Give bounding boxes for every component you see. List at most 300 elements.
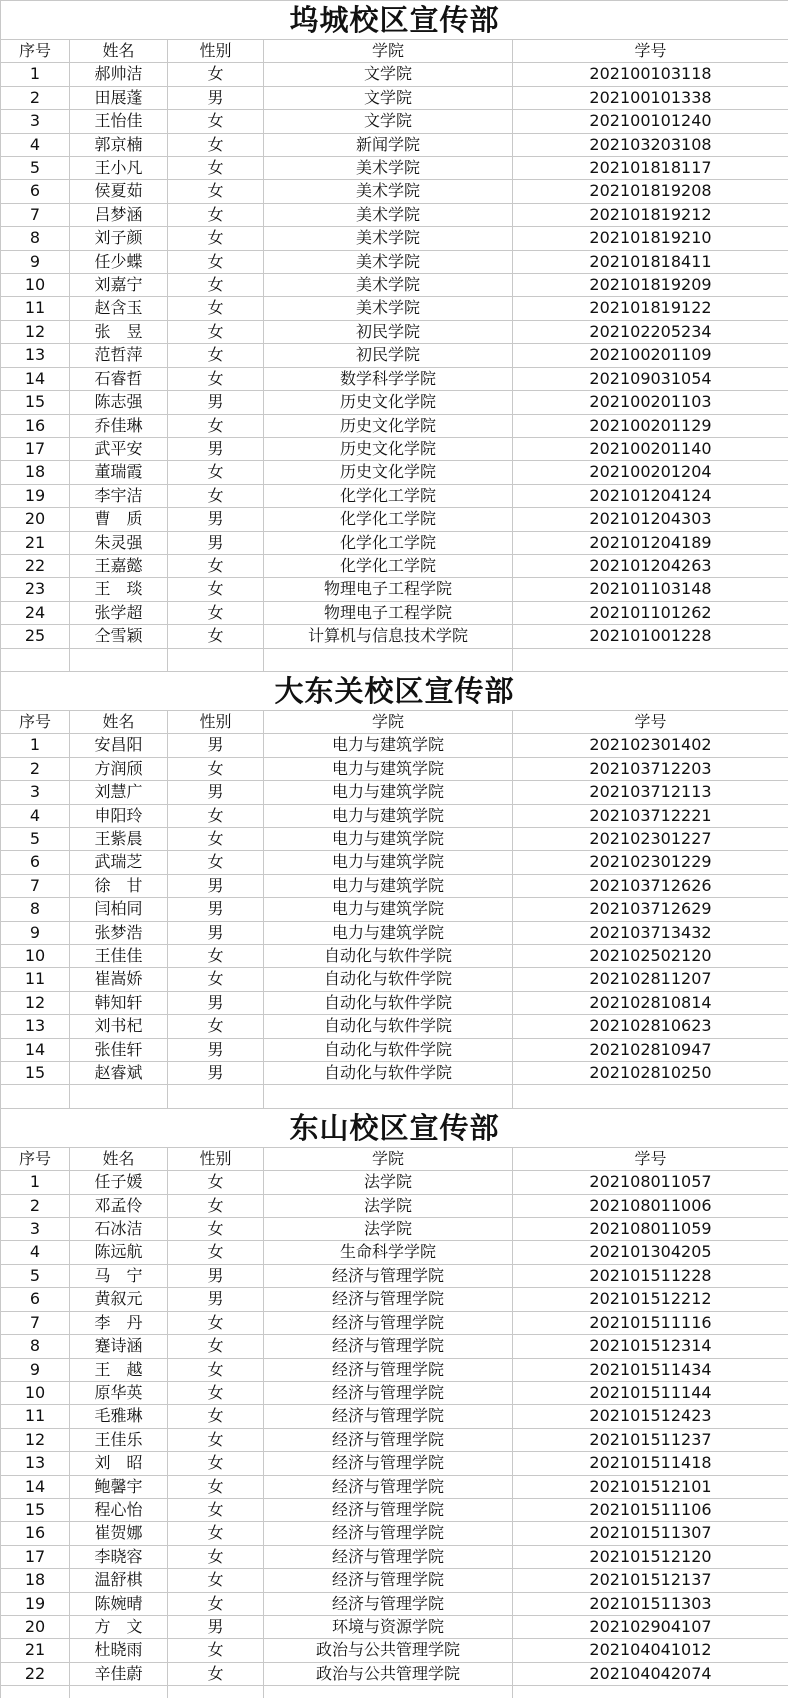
cell-name[interactable]: 曹 质 xyxy=(70,508,168,531)
cell-student-id[interactable]: 202103712626 xyxy=(513,874,788,897)
cell-seq[interactable]: 18 xyxy=(1,1569,70,1592)
cell-college[interactable]: 电力与建筑学院 xyxy=(264,781,513,804)
empty-cell[interactable] xyxy=(264,648,513,671)
cell-seq[interactable]: 14 xyxy=(1,367,70,390)
cell-college[interactable]: 历史文化学院 xyxy=(264,414,513,437)
cell-seq[interactable]: 21 xyxy=(1,531,70,554)
cell-college[interactable]: 美术学院 xyxy=(264,203,513,226)
cell-name[interactable]: 陈远航 xyxy=(70,1241,168,1264)
cell-seq[interactable]: 15 xyxy=(1,1062,70,1085)
cell-college[interactable]: 化学化工学院 xyxy=(264,484,513,507)
cell-name[interactable]: 王嘉懿 xyxy=(70,554,168,577)
cell-name[interactable]: 陈志强 xyxy=(70,391,168,414)
cell-gender[interactable]: 女 xyxy=(168,1358,264,1381)
cell-gender[interactable]: 男 xyxy=(168,437,264,460)
cell-student-id[interactable]: 202109031054 xyxy=(513,367,788,390)
cell-name[interactable]: 朱灵强 xyxy=(70,531,168,554)
cell-gender[interactable]: 女 xyxy=(168,484,264,507)
cell-name[interactable]: 石睿哲 xyxy=(70,367,168,390)
cell-seq[interactable]: 22 xyxy=(1,1662,70,1685)
cell-name[interactable]: 方 文 xyxy=(70,1615,168,1638)
empty-cell[interactable] xyxy=(70,648,168,671)
cell-college[interactable]: 生命科学学院 xyxy=(264,1241,513,1264)
cell-gender[interactable]: 女 xyxy=(168,1522,264,1545)
cell-college[interactable]: 经济与管理学院 xyxy=(264,1381,513,1404)
cell-college[interactable]: 电力与建筑学院 xyxy=(264,898,513,921)
cell-student-id[interactable]: 202101512137 xyxy=(513,1569,788,1592)
cell-name[interactable]: 毛雅琳 xyxy=(70,1405,168,1428)
cell-name[interactable]: 刘书杞 xyxy=(70,1015,168,1038)
cell-seq[interactable]: 14 xyxy=(1,1038,70,1061)
cell-college[interactable]: 自动化与软件学院 xyxy=(264,945,513,968)
cell-student-id[interactable]: 202102904107 xyxy=(513,1615,788,1638)
cell-seq[interactable]: 17 xyxy=(1,1545,70,1568)
cell-student-id[interactable]: 202101101262 xyxy=(513,601,788,624)
cell-gender[interactable]: 女 xyxy=(168,203,264,226)
cell-college[interactable]: 经济与管理学院 xyxy=(264,1288,513,1311)
cell-gender[interactable]: 男 xyxy=(168,781,264,804)
cell-college[interactable]: 历史文化学院 xyxy=(264,437,513,460)
cell-seq[interactable]: 21 xyxy=(1,1639,70,1662)
cell-college[interactable]: 物理电子工程学院 xyxy=(264,578,513,601)
cell-gender[interactable]: 女 xyxy=(168,1241,264,1264)
cell-student-id[interactable]: 202104042074 xyxy=(513,1662,788,1685)
cell-gender[interactable]: 女 xyxy=(168,625,264,648)
cell-student-id[interactable]: 202101001228 xyxy=(513,625,788,648)
cell-student-id[interactable]: 202101819210 xyxy=(513,227,788,250)
cell-college[interactable]: 初民学院 xyxy=(264,344,513,367)
cell-name[interactable]: 徐 甘 xyxy=(70,874,168,897)
cell-college[interactable]: 经济与管理学院 xyxy=(264,1335,513,1358)
cell-student-id[interactable]: 202101204263 xyxy=(513,554,788,577)
cell-college[interactable]: 自动化与软件学院 xyxy=(264,1062,513,1085)
cell-gender[interactable]: 女 xyxy=(168,180,264,203)
cell-college[interactable]: 新闻学院 xyxy=(264,133,513,156)
cell-name[interactable]: 王小凡 xyxy=(70,157,168,180)
cell-seq[interactable]: 24 xyxy=(1,601,70,624)
cell-gender[interactable]: 女 xyxy=(168,1545,264,1568)
cell-student-id[interactable]: 202101511106 xyxy=(513,1498,788,1521)
cell-gender[interactable]: 女 xyxy=(168,1171,264,1194)
cell-name[interactable]: 刘子颜 xyxy=(70,227,168,250)
cell-student-id[interactable]: 202101204124 xyxy=(513,484,788,507)
cell-seq[interactable]: 20 xyxy=(1,508,70,531)
cell-college[interactable]: 自动化与软件学院 xyxy=(264,991,513,1014)
cell-college[interactable]: 电力与建筑学院 xyxy=(264,804,513,827)
cell-seq[interactable]: 18 xyxy=(1,461,70,484)
cell-seq[interactable]: 10 xyxy=(1,274,70,297)
cell-college[interactable]: 美术学院 xyxy=(264,297,513,320)
cell-college[interactable]: 电力与建筑学院 xyxy=(264,851,513,874)
cell-seq[interactable]: 19 xyxy=(1,484,70,507)
cell-seq[interactable]: 7 xyxy=(1,874,70,897)
cell-student-id[interactable]: 202100101240 xyxy=(513,110,788,133)
cell-gender[interactable]: 女 xyxy=(168,1569,264,1592)
empty-cell[interactable] xyxy=(513,648,788,671)
cell-student-id[interactable]: 202100103118 xyxy=(513,63,788,86)
cell-name[interactable]: 辛佳蔚 xyxy=(70,1662,168,1685)
cell-gender[interactable]: 男 xyxy=(168,391,264,414)
cell-seq[interactable]: 8 xyxy=(1,227,70,250)
cell-gender[interactable]: 男 xyxy=(168,1038,264,1061)
cell-name[interactable]: 刘 昭 xyxy=(70,1452,168,1475)
cell-student-id[interactable]: 202101511116 xyxy=(513,1311,788,1334)
cell-gender[interactable]: 女 xyxy=(168,274,264,297)
cell-college[interactable]: 法学院 xyxy=(264,1171,513,1194)
cell-student-id[interactable]: 202101511418 xyxy=(513,1452,788,1475)
cell-gender[interactable]: 女 xyxy=(168,110,264,133)
empty-cell[interactable] xyxy=(264,1686,513,1698)
cell-gender[interactable]: 女 xyxy=(168,1498,264,1521)
column-header-student-id[interactable]: 学号 xyxy=(513,40,788,63)
cell-college[interactable]: 电力与建筑学院 xyxy=(264,757,513,780)
cell-student-id[interactable]: 202101819208 xyxy=(513,180,788,203)
cell-seq[interactable]: 11 xyxy=(1,297,70,320)
cell-student-id[interactable]: 202101511434 xyxy=(513,1358,788,1381)
cell-name[interactable]: 赵睿斌 xyxy=(70,1062,168,1085)
cell-gender[interactable]: 女 xyxy=(168,1452,264,1475)
cell-seq[interactable]: 5 xyxy=(1,827,70,850)
cell-student-id[interactable]: 202100201103 xyxy=(513,391,788,414)
cell-seq[interactable]: 13 xyxy=(1,344,70,367)
cell-name[interactable]: 范哲萍 xyxy=(70,344,168,367)
cell-name[interactable]: 原华英 xyxy=(70,1381,168,1404)
cell-student-id[interactable]: 202101512212 xyxy=(513,1288,788,1311)
cell-student-id[interactable]: 202103203108 xyxy=(513,133,788,156)
cell-student-id[interactable]: 202104041012 xyxy=(513,1639,788,1662)
cell-name[interactable]: 郝帅洁 xyxy=(70,63,168,86)
cell-seq[interactable]: 19 xyxy=(1,1592,70,1615)
cell-gender[interactable]: 女 xyxy=(168,1194,264,1217)
cell-student-id[interactable]: 202101204189 xyxy=(513,531,788,554)
cell-student-id[interactable]: 202102301227 xyxy=(513,827,788,850)
cell-name[interactable]: 崔嵩娇 xyxy=(70,968,168,991)
cell-gender[interactable]: 女 xyxy=(168,1475,264,1498)
cell-college[interactable]: 法学院 xyxy=(264,1194,513,1217)
cell-college[interactable]: 美术学院 xyxy=(264,180,513,203)
cell-college[interactable]: 经济与管理学院 xyxy=(264,1569,513,1592)
cell-name[interactable]: 田展蓬 xyxy=(70,86,168,109)
cell-college[interactable]: 环境与资源学院 xyxy=(264,1615,513,1638)
cell-seq[interactable]: 22 xyxy=(1,554,70,577)
cell-name[interactable]: 武平安 xyxy=(70,437,168,460)
cell-student-id[interactable]: 202102810250 xyxy=(513,1062,788,1085)
column-header-seq[interactable]: 序号 xyxy=(1,710,70,733)
cell-student-id[interactable]: 202101819122 xyxy=(513,297,788,320)
cell-gender[interactable]: 男 xyxy=(168,991,264,1014)
cell-name[interactable]: 闫柏同 xyxy=(70,898,168,921)
cell-student-id[interactable]: 202100201129 xyxy=(513,414,788,437)
cell-name[interactable]: 乔佳琳 xyxy=(70,414,168,437)
cell-gender[interactable]: 女 xyxy=(168,1218,264,1241)
cell-seq[interactable]: 6 xyxy=(1,1288,70,1311)
cell-gender[interactable]: 女 xyxy=(168,1639,264,1662)
cell-name[interactable]: 刘嘉宁 xyxy=(70,274,168,297)
cell-gender[interactable]: 女 xyxy=(168,578,264,601)
cell-student-id[interactable]: 202101818117 xyxy=(513,157,788,180)
cell-gender[interactable]: 女 xyxy=(168,601,264,624)
cell-gender[interactable]: 女 xyxy=(168,968,264,991)
cell-college[interactable]: 自动化与软件学院 xyxy=(264,1038,513,1061)
cell-student-id[interactable]: 202101512101 xyxy=(513,1475,788,1498)
cell-name[interactable]: 任少蝶 xyxy=(70,250,168,273)
cell-gender[interactable]: 女 xyxy=(168,554,264,577)
cell-student-id[interactable]: 202108011057 xyxy=(513,1171,788,1194)
cell-student-id[interactable]: 202101818411 xyxy=(513,250,788,273)
cell-student-id[interactable]: 202103713432 xyxy=(513,921,788,944)
cell-gender[interactable]: 女 xyxy=(168,1428,264,1451)
cell-college[interactable]: 经济与管理学院 xyxy=(264,1545,513,1568)
cell-name[interactable]: 武瑞芝 xyxy=(70,851,168,874)
empty-cell[interactable] xyxy=(70,1686,168,1698)
cell-college[interactable]: 美术学院 xyxy=(264,274,513,297)
cell-gender[interactable]: 女 xyxy=(168,1405,264,1428)
cell-seq[interactable]: 3 xyxy=(1,1218,70,1241)
cell-student-id[interactable]: 202100101338 xyxy=(513,86,788,109)
cell-name[interactable]: 鲍馨宇 xyxy=(70,1475,168,1498)
cell-student-id[interactable]: 202101204303 xyxy=(513,508,788,531)
cell-college[interactable]: 经济与管理学院 xyxy=(264,1452,513,1475)
cell-seq[interactable]: 23 xyxy=(1,578,70,601)
cell-seq[interactable]: 12 xyxy=(1,320,70,343)
cell-gender[interactable]: 女 xyxy=(168,250,264,273)
cell-name[interactable]: 安昌阳 xyxy=(70,734,168,757)
cell-student-id[interactable]: 202102810623 xyxy=(513,1015,788,1038)
cell-name[interactable]: 方润颀 xyxy=(70,757,168,780)
column-header-seq[interactable]: 序号 xyxy=(1,40,70,63)
cell-student-id[interactable]: 202103712221 xyxy=(513,804,788,827)
cell-student-id[interactable]: 202101511307 xyxy=(513,1522,788,1545)
cell-seq[interactable]: 3 xyxy=(1,110,70,133)
cell-gender[interactable]: 男 xyxy=(168,1264,264,1287)
cell-name[interactable]: 张学超 xyxy=(70,601,168,624)
cell-college[interactable]: 经济与管理学院 xyxy=(264,1498,513,1521)
cell-college[interactable]: 经济与管理学院 xyxy=(264,1475,513,1498)
cell-college[interactable]: 电力与建筑学院 xyxy=(264,734,513,757)
cell-name[interactable]: 李 丹 xyxy=(70,1311,168,1334)
cell-gender[interactable]: 女 xyxy=(168,757,264,780)
cell-name[interactable]: 王佳乐 xyxy=(70,1428,168,1451)
cell-student-id[interactable]: 202100201140 xyxy=(513,437,788,460)
cell-seq[interactable]: 10 xyxy=(1,1381,70,1404)
cell-college[interactable]: 化学化工学院 xyxy=(264,554,513,577)
cell-name[interactable]: 吕梦涵 xyxy=(70,203,168,226)
cell-student-id[interactable]: 202101304205 xyxy=(513,1241,788,1264)
cell-seq[interactable]: 9 xyxy=(1,1358,70,1381)
cell-gender[interactable]: 男 xyxy=(168,1062,264,1085)
cell-gender[interactable]: 男 xyxy=(168,898,264,921)
cell-seq[interactable]: 14 xyxy=(1,1475,70,1498)
cell-name[interactable]: 王佳佳 xyxy=(70,945,168,968)
cell-gender[interactable]: 男 xyxy=(168,531,264,554)
cell-gender[interactable]: 女 xyxy=(168,133,264,156)
column-header-college[interactable]: 学院 xyxy=(264,710,513,733)
column-header-gender[interactable]: 性别 xyxy=(168,40,264,63)
cell-seq[interactable]: 17 xyxy=(1,437,70,460)
cell-name[interactable]: 刘慧广 xyxy=(70,781,168,804)
cell-seq[interactable]: 15 xyxy=(1,1498,70,1521)
cell-student-id[interactable]: 202101511228 xyxy=(513,1264,788,1287)
cell-student-id[interactable]: 202103712629 xyxy=(513,898,788,921)
cell-gender[interactable]: 女 xyxy=(168,320,264,343)
empty-cell[interactable] xyxy=(70,1085,168,1108)
cell-college[interactable]: 政治与公共管理学院 xyxy=(264,1639,513,1662)
cell-seq[interactable]: 12 xyxy=(1,1428,70,1451)
section-title[interactable]: 东山校区宣传部 xyxy=(1,1108,788,1147)
cell-college[interactable]: 历史文化学院 xyxy=(264,461,513,484)
cell-gender[interactable]: 女 xyxy=(168,157,264,180)
cell-college[interactable]: 经济与管理学院 xyxy=(264,1405,513,1428)
cell-gender[interactable]: 女 xyxy=(168,63,264,86)
cell-student-id[interactable]: 202102301402 xyxy=(513,734,788,757)
cell-name[interactable]: 崔贺娜 xyxy=(70,1522,168,1545)
cell-name[interactable]: 仝雪颖 xyxy=(70,625,168,648)
cell-college[interactable]: 化学化工学院 xyxy=(264,531,513,554)
cell-student-id[interactable]: 202103712113 xyxy=(513,781,788,804)
cell-gender[interactable]: 女 xyxy=(168,1335,264,1358)
column-header-name[interactable]: 姓名 xyxy=(70,40,168,63)
cell-name[interactable]: 石冰洁 xyxy=(70,1218,168,1241)
cell-gender[interactable]: 男 xyxy=(168,86,264,109)
cell-name[interactable]: 韩知轩 xyxy=(70,991,168,1014)
cell-gender[interactable]: 女 xyxy=(168,827,264,850)
column-header-name[interactable]: 姓名 xyxy=(70,1147,168,1170)
cell-student-id[interactable]: 202101512314 xyxy=(513,1335,788,1358)
empty-cell[interactable] xyxy=(1,1085,70,1108)
cell-seq[interactable]: 5 xyxy=(1,1264,70,1287)
cell-college[interactable]: 法学院 xyxy=(264,1218,513,1241)
empty-cell[interactable] xyxy=(513,1686,788,1698)
cell-college[interactable]: 化学化工学院 xyxy=(264,508,513,531)
cell-student-id[interactable]: 202101512120 xyxy=(513,1545,788,1568)
cell-student-id[interactable]: 202102301229 xyxy=(513,851,788,874)
cell-gender[interactable]: 女 xyxy=(168,945,264,968)
cell-student-id[interactable]: 202101103148 xyxy=(513,578,788,601)
cell-seq[interactable]: 3 xyxy=(1,781,70,804)
cell-college[interactable]: 经济与管理学院 xyxy=(264,1311,513,1334)
cell-gender[interactable]: 女 xyxy=(168,367,264,390)
cell-gender[interactable]: 女 xyxy=(168,297,264,320)
cell-student-id[interactable]: 202100201204 xyxy=(513,461,788,484)
cell-student-id[interactable]: 202108011006 xyxy=(513,1194,788,1217)
cell-seq[interactable]: 8 xyxy=(1,898,70,921)
cell-name[interactable]: 程心怡 xyxy=(70,1498,168,1521)
cell-seq[interactable]: 5 xyxy=(1,157,70,180)
cell-college[interactable]: 数学科学学院 xyxy=(264,367,513,390)
cell-college[interactable]: 文学院 xyxy=(264,63,513,86)
empty-cell[interactable] xyxy=(168,648,264,671)
cell-name[interactable]: 任子媛 xyxy=(70,1171,168,1194)
cell-name[interactable]: 侯夏茹 xyxy=(70,180,168,203)
cell-college[interactable]: 美术学院 xyxy=(264,157,513,180)
cell-college[interactable]: 计算机与信息技术学院 xyxy=(264,625,513,648)
cell-seq[interactable]: 15 xyxy=(1,391,70,414)
cell-seq[interactable]: 12 xyxy=(1,991,70,1014)
column-header-gender[interactable]: 性别 xyxy=(168,710,264,733)
cell-college[interactable]: 政治与公共管理学院 xyxy=(264,1662,513,1685)
empty-cell[interactable] xyxy=(264,1085,513,1108)
cell-name[interactable]: 马 宁 xyxy=(70,1264,168,1287)
cell-student-id[interactable]: 202101511237 xyxy=(513,1428,788,1451)
cell-gender[interactable]: 女 xyxy=(168,1662,264,1685)
cell-gender[interactable]: 女 xyxy=(168,1381,264,1404)
cell-seq[interactable]: 8 xyxy=(1,1335,70,1358)
cell-name[interactable]: 黄叙元 xyxy=(70,1288,168,1311)
column-header-name[interactable]: 姓名 xyxy=(70,710,168,733)
cell-college[interactable]: 历史文化学院 xyxy=(264,391,513,414)
cell-name[interactable]: 王 琰 xyxy=(70,578,168,601)
cell-college[interactable]: 经济与管理学院 xyxy=(264,1428,513,1451)
cell-name[interactable]: 张佳轩 xyxy=(70,1038,168,1061)
cell-student-id[interactable]: 202101819212 xyxy=(513,203,788,226)
cell-name[interactable]: 温舒棋 xyxy=(70,1569,168,1592)
cell-college[interactable]: 电力与建筑学院 xyxy=(264,874,513,897)
empty-cell[interactable] xyxy=(168,1686,264,1698)
cell-seq[interactable]: 25 xyxy=(1,625,70,648)
cell-name[interactable]: 邓孟伶 xyxy=(70,1194,168,1217)
cell-gender[interactable]: 女 xyxy=(168,851,264,874)
cell-seq[interactable]: 2 xyxy=(1,757,70,780)
cell-seq[interactable]: 16 xyxy=(1,1522,70,1545)
cell-college[interactable]: 美术学院 xyxy=(264,227,513,250)
empty-cell[interactable] xyxy=(1,648,70,671)
column-header-seq[interactable]: 序号 xyxy=(1,1147,70,1170)
cell-name[interactable]: 张 昱 xyxy=(70,320,168,343)
cell-gender[interactable]: 男 xyxy=(168,734,264,757)
cell-student-id[interactable]: 202102810814 xyxy=(513,991,788,1014)
cell-seq[interactable]: 4 xyxy=(1,1241,70,1264)
cell-seq[interactable]: 10 xyxy=(1,945,70,968)
cell-student-id[interactable]: 202101511303 xyxy=(513,1592,788,1615)
cell-name[interactable]: 申阳玲 xyxy=(70,804,168,827)
cell-seq[interactable]: 11 xyxy=(1,1405,70,1428)
cell-gender[interactable]: 女 xyxy=(168,414,264,437)
cell-seq[interactable]: 13 xyxy=(1,1452,70,1475)
cell-seq[interactable]: 13 xyxy=(1,1015,70,1038)
cell-name[interactable]: 蹇诗涵 xyxy=(70,1335,168,1358)
cell-seq[interactable]: 20 xyxy=(1,1615,70,1638)
cell-seq[interactable]: 1 xyxy=(1,734,70,757)
cell-seq[interactable]: 6 xyxy=(1,851,70,874)
cell-gender[interactable]: 女 xyxy=(168,1015,264,1038)
cell-college[interactable]: 初民学院 xyxy=(264,320,513,343)
cell-gender[interactable]: 女 xyxy=(168,461,264,484)
cell-name[interactable]: 王 越 xyxy=(70,1358,168,1381)
cell-seq[interactable]: 9 xyxy=(1,921,70,944)
cell-name[interactable]: 李宇洁 xyxy=(70,484,168,507)
cell-gender[interactable]: 女 xyxy=(168,344,264,367)
cell-seq[interactable]: 1 xyxy=(1,1171,70,1194)
cell-name[interactable]: 陈婉晴 xyxy=(70,1592,168,1615)
cell-college[interactable]: 自动化与软件学院 xyxy=(264,968,513,991)
cell-seq[interactable]: 4 xyxy=(1,804,70,827)
cell-gender[interactable]: 女 xyxy=(168,804,264,827)
cell-gender[interactable]: 女 xyxy=(168,1592,264,1615)
cell-college[interactable]: 物理电子工程学院 xyxy=(264,601,513,624)
cell-seq[interactable]: 6 xyxy=(1,180,70,203)
cell-name[interactable]: 杜晓雨 xyxy=(70,1639,168,1662)
cell-student-id[interactable]: 202100201109 xyxy=(513,344,788,367)
cell-college[interactable]: 文学院 xyxy=(264,86,513,109)
column-header-gender[interactable]: 性别 xyxy=(168,1147,264,1170)
cell-name[interactable]: 张梦浩 xyxy=(70,921,168,944)
empty-cell[interactable] xyxy=(1,1686,70,1698)
cell-college[interactable]: 经济与管理学院 xyxy=(264,1592,513,1615)
cell-name[interactable]: 董瑞霞 xyxy=(70,461,168,484)
cell-seq[interactable]: 7 xyxy=(1,1311,70,1334)
cell-gender[interactable]: 男 xyxy=(168,508,264,531)
cell-name[interactable]: 赵含玉 xyxy=(70,297,168,320)
